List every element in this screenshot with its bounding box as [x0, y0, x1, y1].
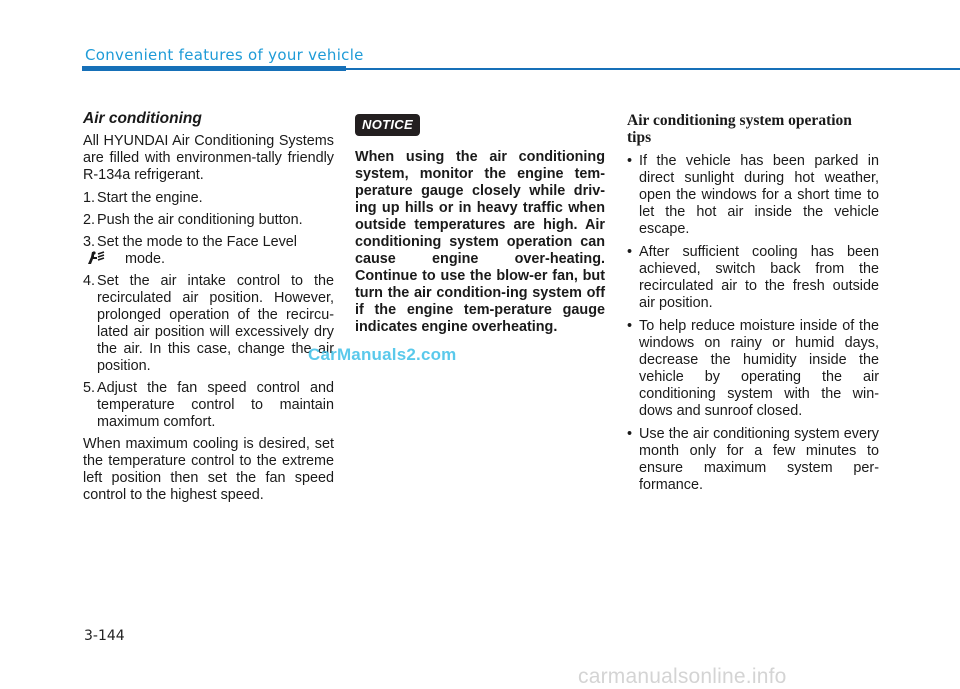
tip-item: • Use the air conditioning system every month only for a few minutes to ensure maximum system per-formance.: [627, 426, 879, 493]
watermark-carmanuals2[interactable]: CarManuals2.com: [308, 345, 457, 364]
notice-text: When using the air conditioning system, monitor the engine tem-perature gauge closely while driv-ing up hills or in heavy traffic when outside temperatures are high. Air conditioning system operation can cause engine over-heating. Continue to use the blow-er fan, but turn the air condition-ing system off if the engine tem-perature gauge indicates engine overheating.: [355, 149, 605, 335]
bullet-icon: •: [627, 244, 633, 260]
header-rule: [346, 68, 960, 70]
tips-list: [627, 153, 879, 494]
step-item: 3. Set the mode to the Face Level mode.: [83, 234, 297, 267]
notice-badge: NOTICE: [355, 114, 420, 136]
page-number: 3-144: [84, 628, 125, 644]
step-item: 5. Adjust the fan speed control and temperature control to maintain maximum comfort.: [83, 380, 334, 430]
step-item: 2. Push the air conditioning button.: [83, 212, 303, 228]
tip-item: • After sufficient cooling has been achieved, switch back from the recirculated air to the fresh outside air position.: [627, 244, 879, 311]
heading-operation-tips: Air conditioning system operation tips: [627, 112, 852, 146]
heading-air-conditioning: Air conditioning: [83, 110, 202, 127]
column-air-conditioning: [83, 110, 334, 510]
tip-item: • If the vehicle has been parked in direct sunlight during hot weather, open the windows for a short time to let the hot air inside the vehicle escape.: [627, 153, 879, 237]
step-item: 4. Set the air intake control to the recirculated air position. However, prolonged operation of the recircu-lated air position will excessively dry the air. In this case, change the air position.: [83, 273, 334, 374]
bullet-icon: •: [627, 318, 633, 334]
header-rule-accent: [82, 66, 346, 71]
tip-item: • To help reduce moisture inside of the windows on rainy or humid days, decrease the humidity inside the vehicle by operating the air conditioning system with the win-dows and sunroof closed.: [627, 318, 879, 419]
column-notice: [355, 114, 605, 342]
bullet-icon: •: [627, 426, 633, 442]
step-item: 1. Start the engine.: [83, 190, 203, 206]
section-title: Convenient features of your vehicle: [85, 46, 364, 64]
closing-paragraph: When maximum cooling is desired, set the temperature control to the extreme left position then set the fan speed control to the highest speed.: [83, 436, 334, 503]
face-level-mode-icon: [97, 251, 121, 265]
bullet-icon: •: [627, 153, 633, 169]
column-operation-tips: [627, 112, 879, 500]
intro-paragraph: All HYUNDAI Air Conditioning Systems are filled with environmen-tally friendly R-134a refrigerant.: [83, 133, 334, 183]
watermark-carmanualsonline[interactable]: carmanualsonline.info: [578, 665, 787, 688]
steps-list: [83, 190, 334, 431]
